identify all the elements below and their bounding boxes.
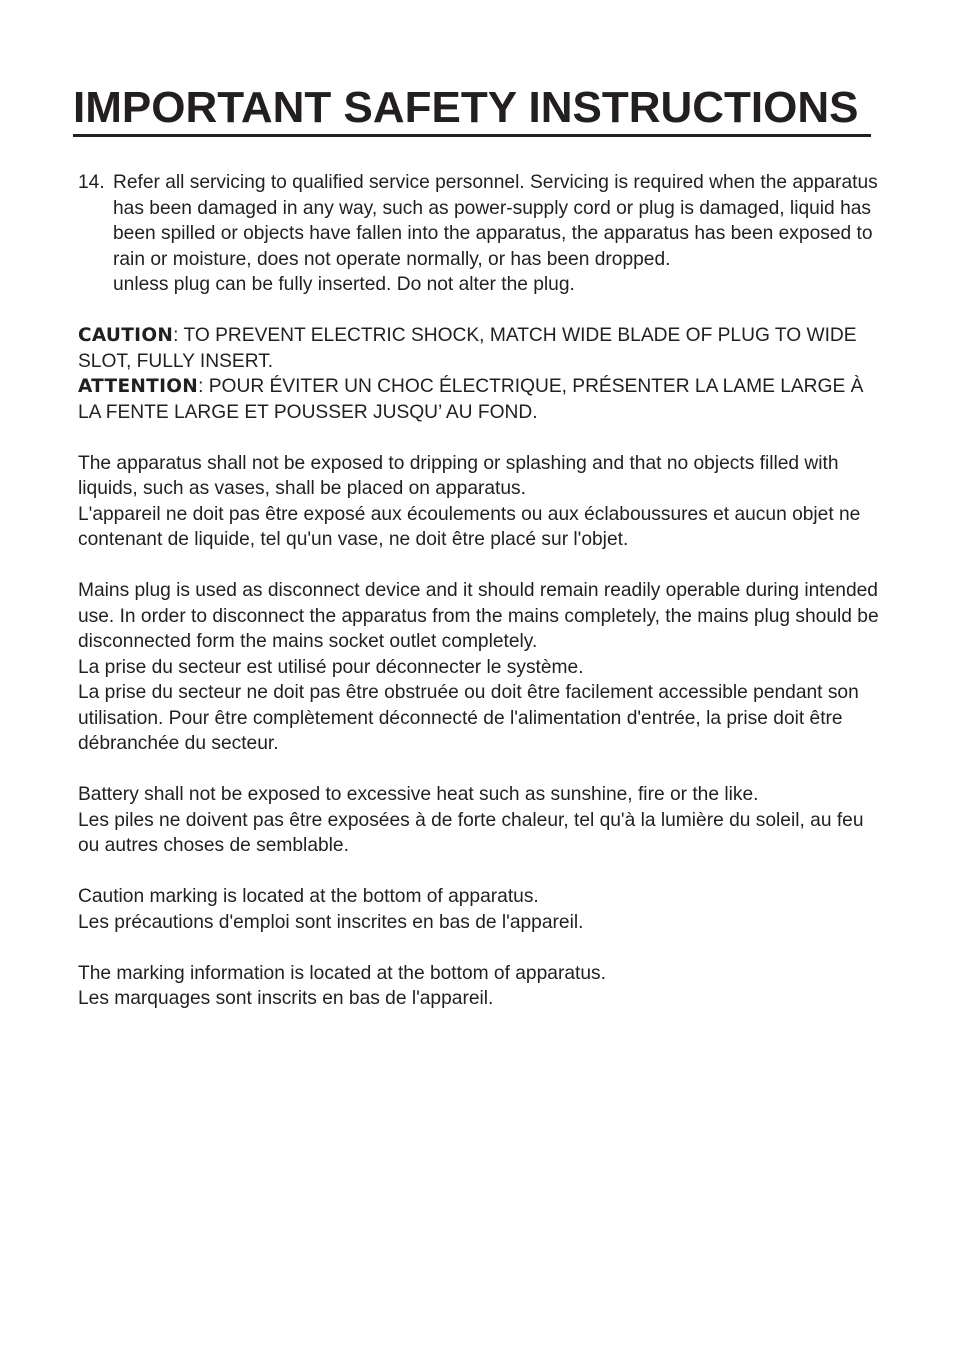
dripping-warning-en: The apparatus shall not be exposed to dripping or splashing and that no objects filled with liquids, such as vases, shall be placed on apparatus. bbox=[78, 452, 839, 499]
caution-label: CAUTION bbox=[78, 325, 174, 346]
spacer bbox=[78, 425, 888, 451]
dripping-warning-fr: L'appareil ne doit pas être exposé aux écoulements ou aux éclaboussures et aucun objet ne contenant de liquide, tel qu'un vase, ne doit être placé sur l'objet. bbox=[78, 503, 861, 550]
caution-marking-en: Caution marking is located at the bottom of apparatus. bbox=[78, 886, 539, 907]
page-title: IMPORTANT SAFETY INSTRUCTIONS bbox=[73, 83, 859, 132]
mains-plug-notice-en: Mains plug is used as disconnect device and it should remain readily operable during intended use. In order to disconnect the apparatus from the mains completely, the mains plug should be disconnected form the mains socket outlet completely. bbox=[78, 580, 879, 652]
caution-statement bbox=[78, 323, 888, 374]
attention-statement bbox=[78, 374, 888, 425]
item-14-extra-text: unless plug can be fully inserted. Do not alter the plug. bbox=[113, 274, 575, 295]
title-underline bbox=[73, 134, 871, 137]
instruction-item-14 bbox=[78, 170, 888, 298]
caution-marking-fr: Les précautions d'emploi sont inscrites en bas de l'appareil. bbox=[78, 911, 584, 933]
attention-label: ATTENTION bbox=[78, 376, 199, 397]
spacer bbox=[78, 298, 888, 324]
item-body bbox=[113, 170, 888, 298]
item-14-text: Refer all servicing to qualified service personnel. Servicing is required when the apparatus has been damaged in any way, such as power-supply cord or plug is damaged, liquid has been spilled or objects have fallen into the apparatus, the apparatus has been exposed to rain or moisture, does not operate normally, or has been dropped. bbox=[113, 172, 878, 270]
mains-plug-notice-fr-1: La prise du secteur est utilisé pour déconnecter le système. bbox=[78, 656, 584, 678]
item-number: 14. bbox=[78, 172, 105, 193]
spacer bbox=[78, 553, 888, 579]
spacer bbox=[78, 757, 888, 783]
spacer bbox=[78, 859, 888, 885]
battery-warning-en: Battery shall not be exposed to excessive heat such as sunshine, fire or the like. bbox=[78, 784, 759, 805]
spacer bbox=[78, 935, 888, 961]
document-body bbox=[78, 170, 888, 1012]
battery-warning-fr: Les piles ne doivent pas être exposées à de forte chaleur, tel qu'à la lumière du soleil, au feu ou autres choses de semblable. bbox=[78, 809, 864, 856]
marking-info-fr: Les marquages sont inscrits en bas de l'appareil. bbox=[78, 988, 494, 1009]
marking-info-en: The marking information is located at the bottom of apparatus. bbox=[78, 962, 606, 984]
attention-text: : POUR ÉVITER UN CHOC ÉLECTRIQUE, PRÉSENTER LA LAME LARGE À LA FENTE LARGE ET POUSSER JUSQU’ AU FOND. bbox=[78, 376, 864, 423]
mains-plug-notice-fr-2: La prise du secteur ne doit pas être obstruée ou doit être facilement accessible pendant son utilisation. Pour être complètement déconnecté de l'alimentation d'entrée, la prise doit être débranchée du secteur. bbox=[78, 682, 859, 754]
caution-text: : TO PREVENT ELECTRIC SHOCK, MATCH WIDE BLADE OF PLUG TO WIDE SLOT, FULLY INSERT. bbox=[78, 325, 857, 372]
